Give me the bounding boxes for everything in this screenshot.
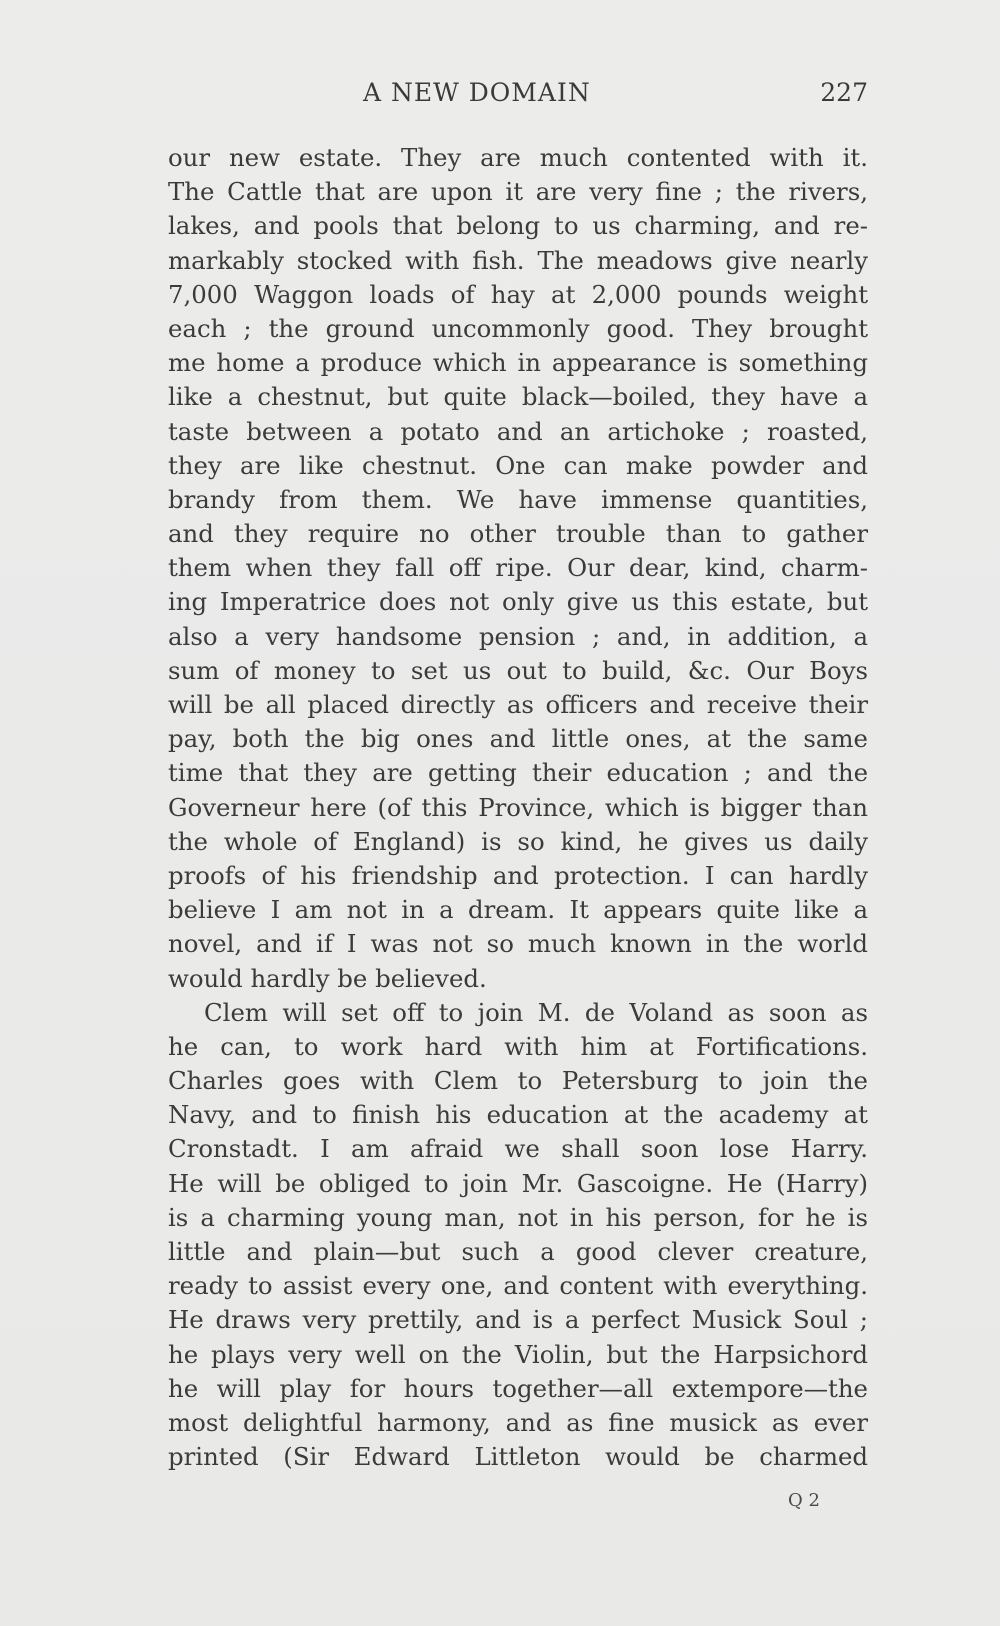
text-line: Governeur here (of this Province, which is bigger than — [168, 792, 868, 822]
body-text — [168, 141, 868, 1474]
text-line: like a chestnut, but quite black—boiled, they have a — [168, 382, 868, 412]
text-line: ready to assist every one, and content with everything. — [168, 1271, 868, 1301]
text-line: lakes, and pools that belong to us charming, and re- — [168, 211, 868, 241]
text-line: little and plain—but such a good clever creature, — [168, 1237, 868, 1266]
text-line: they are like chestnut. One can make powder and — [168, 450, 868, 480]
paragraph-first-line: Clem will set off to join M. de Voland as soon as — [204, 997, 868, 1027]
text-line: sum of money to set us out to build, &c. Our Boys — [168, 655, 868, 685]
running-title: A NEW DOMAIN — [363, 78, 591, 107]
text-line: our new estate. They are much contented with it. — [168, 143, 868, 172]
text-line: He will be obliged to join Mr. Gascoigne. He (Harry) — [168, 1168, 868, 1198]
text-line: he will play for hours together—all extempore—the — [168, 1373, 868, 1403]
text-line: proofs of his friendship and protection. I can hardly — [168, 860, 868, 890]
text-line: 7,000 Waggon loads of hay at 2,000 pounds weight — [168, 279, 868, 309]
text-line: most delightful harmony, and as fine musick as ever — [168, 1407, 868, 1437]
text-line: printed (Sir Edward Littleton would be charmed — [168, 1442, 868, 1472]
text-line: will be all placed directly as officers and receive their — [168, 690, 868, 719]
text-line: He draws very prettily, and is a perfect Musick Soul ; — [168, 1305, 868, 1335]
text-line: time that they are getting their education ; and the — [168, 758, 868, 788]
text-line: the whole of England) is so kind, he gives us daily — [168, 826, 868, 856]
text-line: also a very handsome pension ; and, in addition, a — [168, 621, 868, 651]
text-line: he plays very well on the Violin, but the Harpsichord — [168, 1339, 868, 1369]
text-line: The Cattle that are upon it are very fine ; the rivers, — [168, 177, 868, 207]
text-line: taste between a potato and an artichoke ; roasted, — [168, 416, 868, 446]
text-line: me home a produce which in appearance is something — [168, 348, 868, 378]
text-line: he can, to work hard with him at Fortifications. — [168, 1031, 868, 1061]
text-line: pay, both the big ones and little ones, at the same — [168, 724, 868, 754]
paragraph-end-line: would hardly be believed. — [168, 963, 487, 993]
text-line: ing Imperatrice does not only give us this estate, but — [168, 587, 868, 617]
text-line: brandy from them. We have immense quantities, — [168, 484, 868, 514]
page-header — [168, 78, 868, 118]
text-line: each ; the ground uncommonly good. They brought — [168, 313, 868, 343]
text-line: markably stocked with fish. The meadows give nearly — [168, 245, 868, 275]
text-line: and they require no other trouble than to gather — [168, 519, 868, 549]
text-line: is a charming young man, not in his person, for he is — [168, 1202, 868, 1232]
page-number: 227 — [820, 78, 868, 107]
text-line: novel, and if I was not so much known in the world — [168, 929, 868, 959]
text-line: them when they fall off ripe. Our dear, kind, charm- — [168, 553, 868, 583]
signature-mark: Q 2 — [788, 1490, 820, 1511]
text-line: believe I am not in a dream. It appears quite like a — [168, 895, 868, 925]
text-line: Cronstadt. I am afraid we shall soon lose Harry. — [168, 1134, 868, 1164]
text-line: Navy, and to finish his education at the academy at — [168, 1100, 868, 1130]
text-line: Charles goes with Clem to Petersburg to join the — [168, 1066, 868, 1096]
